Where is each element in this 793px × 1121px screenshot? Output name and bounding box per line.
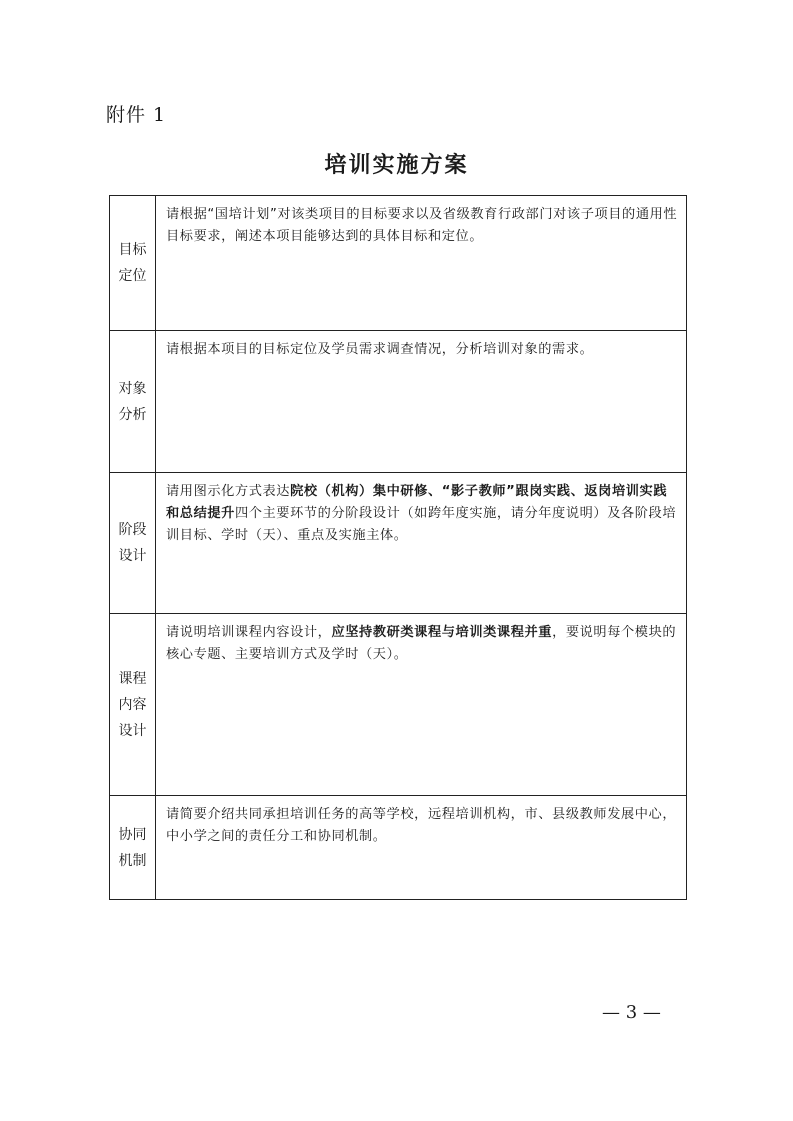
table-row-collaboration — [110, 796, 687, 900]
page-number: — 3 — — [602, 1002, 661, 1023]
plan-table — [109, 195, 687, 900]
row-label-line: 设计 — [118, 548, 147, 564]
row-label-line: 课程 — [118, 670, 147, 687]
row-label-collaboration — [110, 796, 156, 900]
row-content-audience — [156, 331, 687, 473]
row-label-phase — [110, 473, 156, 614]
content-text: 请根据“国培计划”对该类项目的目标要求以及省级教育行政部门对该子项目的通用性目标要求，阐述本项目能够达到的具体目标和定位。 — [166, 207, 678, 244]
row-label-line: 定位 — [118, 268, 147, 284]
row-label-curriculum — [110, 614, 156, 796]
content-text: ，要说明每个模块的核心专题、主要培训方式及学时（天）。 — [166, 625, 677, 662]
row-content-goal — [156, 196, 687, 331]
content-text: 请用图示化方式表达 — [166, 484, 291, 499]
table-row-audience — [110, 331, 687, 473]
row-label-line: 目标 — [118, 242, 147, 258]
row-label-line: 分析 — [118, 406, 147, 423]
content-text: 请根据本项目的目标定位及学员需求调查情况，分析培训对象的需求。 — [166, 342, 594, 357]
document-title: 培训实施方案 — [324, 153, 469, 178]
row-content-collaboration — [156, 796, 687, 900]
row-label-line: 对象 — [118, 380, 147, 397]
row-label-line: 机制 — [118, 852, 147, 869]
row-label-line: 设计 — [118, 722, 147, 739]
content-text: 四个主要环节的分阶段设计（如跨年度实施，请分年度说明）及各阶段培训目标、学时（天）、重点及实施主体。 — [166, 506, 677, 543]
attachment-label: 附件 1 — [106, 104, 167, 126]
row-label-line: 协同 — [118, 826, 147, 843]
content-emphasis: 应坚持教研类课程与培训类课程并重 — [331, 625, 553, 640]
row-label-line: 阶段 — [118, 522, 147, 538]
table-row-curriculum — [110, 614, 687, 796]
table-row-goal — [110, 196, 687, 331]
content-text: 请简要介绍共同承担培训任务的高等学校，远程培训机构，市、县级教师发展中心，中小学之间的责任分工和协同机制。 — [166, 807, 677, 844]
row-label-audience — [110, 331, 156, 473]
row-content-curriculum — [156, 614, 687, 796]
content-text: 请说明培训课程内容设计， — [166, 625, 332, 640]
row-label-line: 内容 — [118, 696, 147, 713]
content-emphasis: 院校（机构）集中研修、“影子教师”跟岗实践、返岗培训实践和总结提升 — [166, 484, 668, 521]
table-row-phase — [110, 473, 687, 614]
row-label-goal — [110, 196, 156, 331]
row-content-phase — [156, 473, 687, 614]
